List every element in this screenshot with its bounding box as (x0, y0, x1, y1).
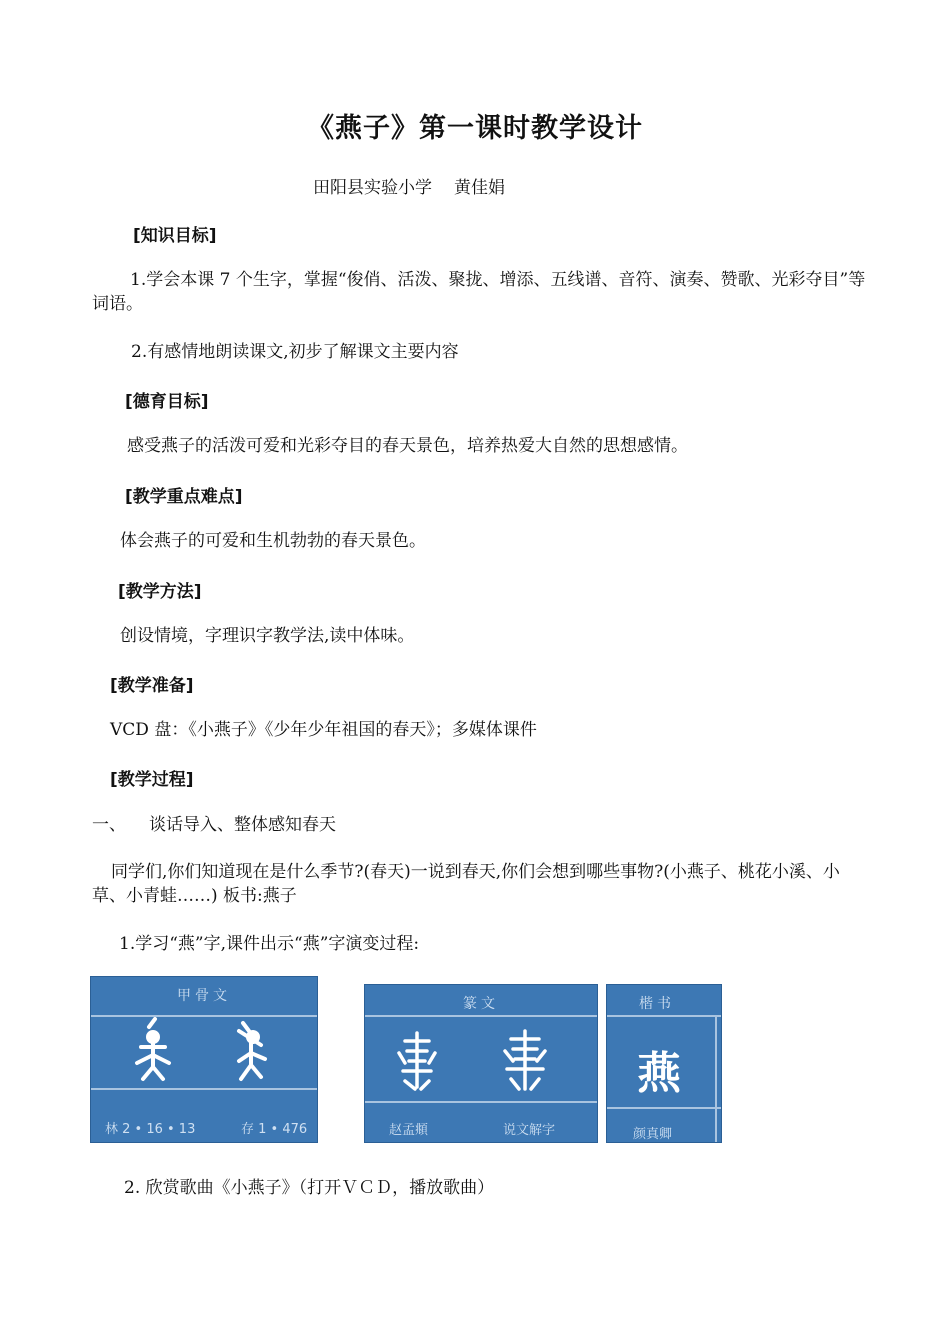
oracle-header: 甲骨文 (177, 988, 231, 1004)
page-title: 《燕子》第一课时教学设计 (307, 113, 643, 144)
method-heading: [教学方法] (118, 582, 202, 602)
key-points-heading: [教学重点难点] (125, 487, 243, 507)
step1-number: 一、 (92, 815, 126, 835)
seal-glyphs (365, 1023, 597, 1097)
seal-script-image (364, 984, 598, 1143)
sub-step-2: 2. 欣赏歌曲《小燕子》（打开ＶＣＤ，播放歌曲） (124, 1178, 495, 1198)
moral-goal-heading: [德育目标] (125, 392, 209, 412)
seal-caption-left: 赵孟頫 (389, 1123, 429, 1138)
knowledge-item-2: 2.有感情地朗读课文,初步了解课文主要内容 (131, 342, 459, 362)
method-text: 创设情境，字理识字教学法,读中体味。 (120, 626, 415, 646)
oracle-caption-right: 存 1 • 476 (241, 1122, 308, 1137)
regular-header: 楷书 (639, 996, 675, 1012)
step1-title: 谈话导入、整体感知春天 (149, 815, 336, 835)
author-line (313, 173, 505, 198)
process-heading: [教学过程] (110, 770, 194, 790)
moral-goal-text: 感受燕子的活泼可爱和光彩夺目的春天景色，培养热爱大自然的思想感情。 (127, 436, 688, 456)
regular-glyph: 燕 (637, 1048, 681, 1099)
oracle-bone-image (90, 976, 318, 1143)
seal-header: 篆文 (463, 996, 499, 1012)
prep-heading: [教学准备] (110, 676, 194, 696)
oracle-glyphs (91, 1017, 317, 1087)
regular-script-image (606, 984, 722, 1143)
oracle-caption-left: 林 2 • 16 • 13 (105, 1122, 196, 1137)
knowledge-item-1: 1.学会本课 7 个生字，掌握“俊俏、活泼、聚拢、增添、五线谱、音符、演奏、赞歌、光彩夺目”等词语。 (92, 270, 866, 314)
author-name: 黄佳娟 (454, 178, 505, 198)
step1-text: 同学们,你们知道现在是什么季节?(春天)一说到春天,你们会想到哪些事物?(小燕子、桃花小溪、小草、小青蛙……) 板书:燕子 (92, 862, 840, 906)
key-points-text: 体会燕子的可爱和生机勃勃的春天景色。 (120, 531, 426, 551)
seal-caption-right: 说文解字 (503, 1123, 556, 1138)
sub-step-1: 1.学习“燕”字,课件出示“燕”字演变过程: (119, 934, 420, 954)
knowledge-goal-heading: [知识目标] (133, 226, 217, 246)
regular-caption: 颜真卿 (633, 1127, 673, 1142)
prep-text: VCD 盘：《小燕子》《少年少年祖国的春天》；多媒体课件 (110, 720, 537, 740)
author-school: 田阳县实验小学 (313, 178, 432, 198)
